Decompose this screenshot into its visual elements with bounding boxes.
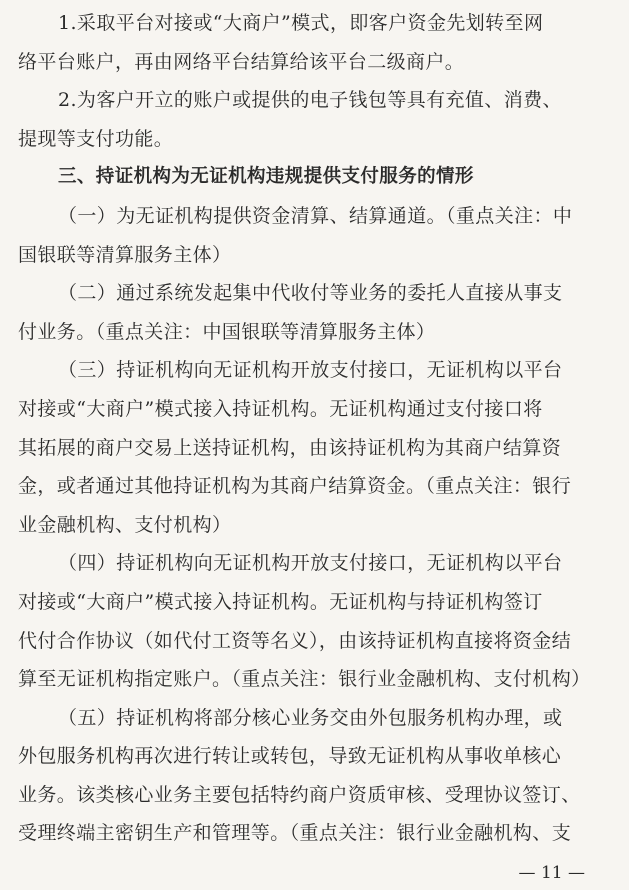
page-number: — 11 — <box>518 863 585 883</box>
item-1-line-2: 国银联等清算服务主体） <box>18 243 232 266</box>
item-3-line-4: 金，或者通过其他持证机构为其商户结算资金。（重点关注：银行 <box>18 475 572 498</box>
item-3-line-1: （三）持证机构向无证机构开放支付接口，无证机构以平台 <box>58 359 563 382</box>
item-3-line-5: 业金融机构、支付机构） <box>18 513 232 536</box>
body-text <box>18 4 616 853</box>
item-1-line-1: （一）为无证机构提供资金清算、结算通道。（重点关注：中 <box>58 204 573 227</box>
item-5-line-3: 业务。该类核心业务主要包括特约商户资质审核、受理协议签订、 <box>18 783 581 806</box>
item-4-line-1: （四）持证机构向无证机构开放支付接口，无证机构以平台 <box>58 552 563 575</box>
item-4-line-4: 算至无证机构指定账户。（重点关注：银行业金融机构、支付机构） <box>18 668 591 691</box>
paragraph-2-line-2: 提现等支付功能。 <box>18 127 174 150</box>
section-heading: 三、持证机构为无证机构违规提供支付服务的情形 <box>58 166 474 188</box>
item-4-line-2: 对接或“大商户”模式接入持证机构。无证机构与持证机构签订 <box>18 590 543 613</box>
paragraph-1-line-1: 1.采取平台对接或“大商户”模式，即客户资金先划转至网 <box>58 12 544 34</box>
item-2-line-1: （二）通过系统发起集中代收付等业务的委托人直接从事支 <box>58 282 563 305</box>
item-3-line-3: 其拓展的商户交易上送持证机构，由该持证机构为其商户结算资 <box>18 436 562 459</box>
paragraph-1-line-2: 络平台账户，再由网络平台结算给该平台二级商户。 <box>18 50 465 73</box>
item-5-line-2: 外包服务机构再次进行转让或转包，导致无证机构从事收单核心 <box>18 745 562 768</box>
paragraph-2-line-1: 2.为客户开立的账户或提供的电子钱包等具有充值、消费、 <box>58 89 562 112</box>
item-5-line-4: 受理终端主密钥生产和管理等。（重点关注：银行业金融机构、支 <box>18 822 572 845</box>
item-2-line-2: 付业务。（重点关注：中国银联等清算服务主体） <box>18 320 436 343</box>
item-3-line-2: 对接或“大商户”模式接入持证机构。无证机构通过支付接口将 <box>18 397 543 420</box>
item-5-line-1: （五）持证机构将部分核心业务交由外包服务机构办理，或 <box>58 706 563 729</box>
item-4-line-3: 代付合作协议（如代付工资等名义），由该持证机构直接将资金结 <box>18 629 572 652</box>
